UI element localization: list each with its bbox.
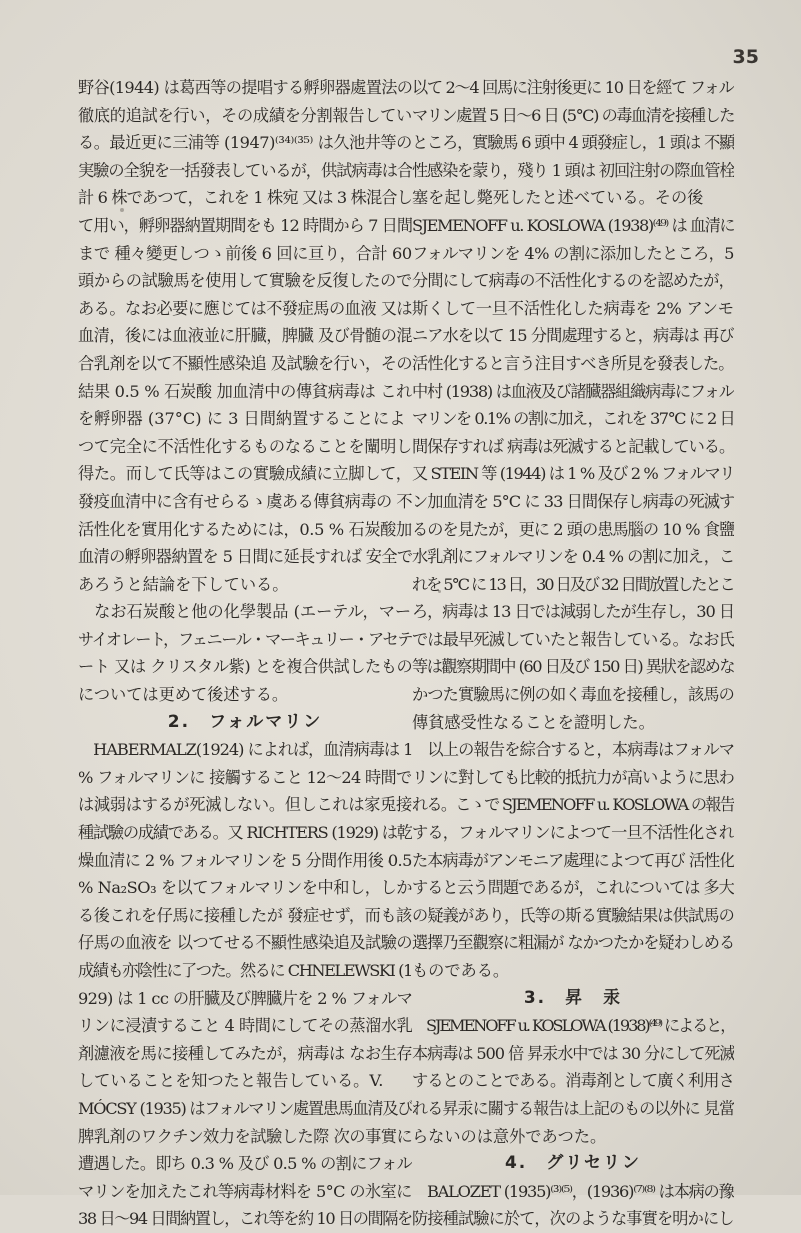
text-line: すると云う問題であるが，これについては 多大 bbox=[412, 878, 734, 898]
section-heading-glycerin: 4. グリセリン bbox=[504, 1153, 642, 1174]
text-line: 種試驗の成績である。又 RICHTERS (1929) は乾 bbox=[78, 823, 412, 843]
text-line: 等は觀察期間中 (60 日及び 150 日) 異狀を認めな bbox=[412, 657, 734, 677]
text-line: ート 又は クリスタル紫) とを複合供試したもの bbox=[78, 657, 412, 677]
text-line: 結果 0.5 % 石炭酸 加血清中の傳貧病毒は これ bbox=[78, 381, 412, 401]
text-line: 野谷(1944) は葛西等の提唱する孵卵器處置法の bbox=[78, 78, 412, 97]
text-line: 塞を起し斃死したと述べている。その後 bbox=[412, 188, 704, 208]
section-heading-formalin: 2. フォルマリン bbox=[167, 711, 323, 732]
text-line: 選擇乃至觀察に粗漏が なかつたかを疑わしめる bbox=[412, 933, 734, 953]
text-line: マリンを 0.1% の割に加え，これを 37°C に 2 日 bbox=[412, 409, 734, 429]
text-line: 遭遇した。即ち 0.3 % 及び 0.5 % の割にフォル bbox=[78, 1154, 412, 1174]
text-line: 本病毒は 500 倍 昇汞水中では 30 分にして死滅 bbox=[412, 1043, 734, 1063]
text-line: ニア水を以て 15 分間處理すると，病毒は 再び bbox=[412, 326, 734, 346]
text-line: あろうと結論を下している。 bbox=[78, 574, 289, 594]
text-line: については更めて後述する。 bbox=[78, 685, 289, 705]
text-line: する，フォルマリンによつて一旦不活性化され bbox=[412, 823, 734, 843]
text-line: る後これを仔馬に接種したが 發症せず，而も該 bbox=[78, 905, 412, 925]
text-line: % Na₂SO₃ を以てフォルマリンを中和し，しか bbox=[78, 878, 412, 898]
text-line: ところ，實驗馬 6 頭中 4 頭發症し，1 頭は 不顯 bbox=[412, 133, 734, 153]
text-line: 血清の孵卵器納置を 5 日間に延長すれば 安全で bbox=[78, 547, 412, 567]
text-line: れを 5°C に 13 日，30 日及び 32 日間放置したとこ bbox=[412, 574, 734, 594]
text-line: 活性化を實用化するためには，0.5 % 石炭酸加 bbox=[78, 519, 412, 539]
text-line: 活性化すると言う注目すべき所見を發表した。 bbox=[412, 353, 734, 373]
text-line: れる昇汞に關する報告は上記のもの以外に 見當 bbox=[412, 1098, 734, 1118]
paper-speck bbox=[438, 590, 441, 593]
text-line: ある。なお必要に應じては不發症馬の血液 又は bbox=[78, 298, 412, 318]
text-line: の疑義があり，氏等の斯る實驗結果は供試馬の bbox=[412, 905, 734, 925]
section-heading-sublimate: 3. 昇 汞 bbox=[523, 987, 623, 1008]
text-line: 中村 (1938) は血液及び諸臓器組織病毒にフォル bbox=[412, 381, 734, 401]
text-line: 傳貧感受性なることを證明した。 bbox=[412, 712, 655, 732]
text-line: らないのは意外であつた。 bbox=[412, 1126, 607, 1146]
left-column bbox=[78, 74, 412, 1233]
text-line: HABERMALZ(1924) によれば，血清病毒は 1 bbox=[78, 740, 412, 760]
text-line: 間保存すれば 病毒は死滅すると記載している。 bbox=[412, 436, 734, 456]
text-line: 防接種試驗に於て，次のような事實を明かにし bbox=[412, 1209, 734, 1229]
text-line: まで 種々變更しつゝ前後 6 回に亘り，合計 60 bbox=[78, 243, 412, 263]
paper-speck bbox=[120, 208, 124, 212]
text-line: 以上の報告を綜合すると，本病毒はフォルマ bbox=[412, 740, 734, 760]
text-line: れる。こゝで SJEMENOFF u. KOSLOWA の報告 bbox=[412, 795, 734, 815]
text-line: て用い，孵卵器納置期間をも 12 時間から 7 日間 bbox=[78, 215, 412, 235]
text-line: 性感染を蒙り，殘り 1 頭は 初回注射の際血管栓 bbox=[412, 160, 734, 180]
text-line: していることを知つたと報告している。V. bbox=[78, 1071, 384, 1091]
text-line: 徹底的追試を行い，その成績を分割報告してい bbox=[78, 105, 412, 125]
text-line: 斯くして一旦不活性化した病毒を 2% アンモ bbox=[412, 298, 734, 318]
text-line: 合乳剤を以て不顯性感染追 及試驗を行い，その bbox=[78, 353, 412, 373]
text-line: るのを見たが，更に 2 頭の患馬腦の 10 % 食鹽 bbox=[412, 519, 734, 539]
text-line: SJEMENOFF u. KOSLOWA (1938)⁽⁴⁹⁾ は 血清に bbox=[412, 215, 734, 235]
text-line: MÓCSY (1935) はフォルマリン處置患馬血清及び bbox=[78, 1098, 412, 1118]
text-line: 分間にして病毒の不活性化するのを認めたが， bbox=[412, 271, 734, 291]
text-line: SJEMENOFF u. KOSLOWA (1938)⁽⁴⁹⁾ によると， bbox=[412, 1016, 734, 1036]
left-column-text bbox=[78, 74, 412, 1233]
text-line: リンに對しても比較的抵抗力が高いように思わ bbox=[412, 767, 734, 787]
text-line: かつた實驗馬に例の如く毒血を接種し，該馬の bbox=[412, 685, 734, 705]
text-line: 得た。而して氏等はこの實驗成績に立脚して， bbox=[78, 464, 412, 484]
text-line: マリン處置 5 日〜6 日 (5°C) の毒血清を接種した bbox=[412, 105, 734, 125]
text-line: % フォルマリンに 接觸すること 12〜24 時間で bbox=[78, 767, 412, 787]
text-line: た本病毒がアンモニア處理によつて再び 活性化 bbox=[412, 850, 734, 870]
text-line: 38 日〜94 日間納置し，これ等を約 10 日の間隔を bbox=[78, 1209, 412, 1229]
paper-speck bbox=[388, 860, 391, 863]
right-column-text bbox=[412, 74, 734, 1233]
text-line: ものである。 bbox=[412, 961, 510, 980]
text-line: BALOZET (1935)⁽³⁾⁽⁵⁾，(1936)⁽⁷⁾⁽⁸⁾ は本病の豫 bbox=[412, 1181, 734, 1201]
text-line: なお石炭酸と他の化學製品 (エーテル，マー bbox=[78, 602, 412, 622]
text-line: するとのことである。消毒剤として廣く利用さ bbox=[412, 1071, 734, 1091]
text-line: は減弱はするが死滅しない。但しこれは家兎接 bbox=[78, 795, 412, 815]
text-line: 水乳剤にフォルマリンを 0.4 % の割に加え，こ bbox=[412, 547, 734, 567]
text-line: 実驗の全貌を一括發表しているが，供試病毒は合 bbox=[78, 160, 412, 180]
text-line: 剤濾液を馬に接種してみたが，病毒は なお生存 bbox=[78, 1043, 412, 1063]
text-line: る。最近更に三浦等 (1947)⁽³⁴⁾⁽³⁵⁾ は久池井等の bbox=[78, 133, 412, 153]
page-number: 35 bbox=[732, 46, 759, 68]
text-line: サイオレート，フェニール・マーキュリー・アセテ bbox=[78, 629, 412, 649]
text-line: 發疫血清中に含有せらるゝ虞ある傳貧病毒の 不 bbox=[78, 491, 412, 511]
right-column bbox=[412, 74, 734, 1233]
text-line: ろ，病毒は 13 日では減弱したが生存し，30 日 bbox=[412, 602, 734, 622]
text-line: を孵卵器 (37°C) に 3 日間納置することによ bbox=[78, 409, 406, 429]
text-line: 燥血清に 2 % フォルマリンを 5 分間作用後 0.5 bbox=[78, 850, 412, 870]
text-line: 929) は 1 cc の肝臓及び脾臓片を 2 % フォルマ bbox=[78, 988, 412, 1008]
text-line: リンに浸漬すること 4 時間にしてその蒸溜水乳 bbox=[78, 1016, 412, 1036]
text-line: 頭からの試驗馬を使用して實驗を反復したので bbox=[78, 271, 412, 291]
text-line: 血清，後には血液並に肝臓，脾臓 及び骨髄の混 bbox=[78, 326, 412, 346]
text-line: 又 STEIN 等 (1944) は 1 % 及び 2 % フォルマリ bbox=[412, 464, 734, 484]
text-line: では最早死滅していたと報告している。なお氏 bbox=[412, 629, 734, 649]
text-line: 以て 2〜4 回馬に注射後更に 10 日を經て フォル bbox=[412, 78, 734, 97]
text-line: 脾乳剤のワクチン效力を試驗した際 次の事實に bbox=[78, 1126, 412, 1146]
text-line: つて完全に不活性化するものなることを闡明し bbox=[78, 436, 412, 456]
text-line: フォルマリンを 4% の割に添加したところ，5 bbox=[412, 243, 734, 263]
text-line: 仔馬の血液を 以つてせる不顯性感染追及試驗の bbox=[78, 933, 412, 953]
text-line: マリンを加えたこれ等病毒材料を 5°C の氷室に bbox=[78, 1181, 412, 1201]
text-line: 計 6 株であつて，これを 1 株宛 又は 3 株混合し bbox=[78, 188, 412, 208]
text-line: 成績も亦陰性に了つた。然るに CHNELEWSKI (1 bbox=[78, 961, 412, 980]
text-line: ン加血清を 5°C に 33 日間保存し病毒の死滅す bbox=[412, 491, 734, 511]
